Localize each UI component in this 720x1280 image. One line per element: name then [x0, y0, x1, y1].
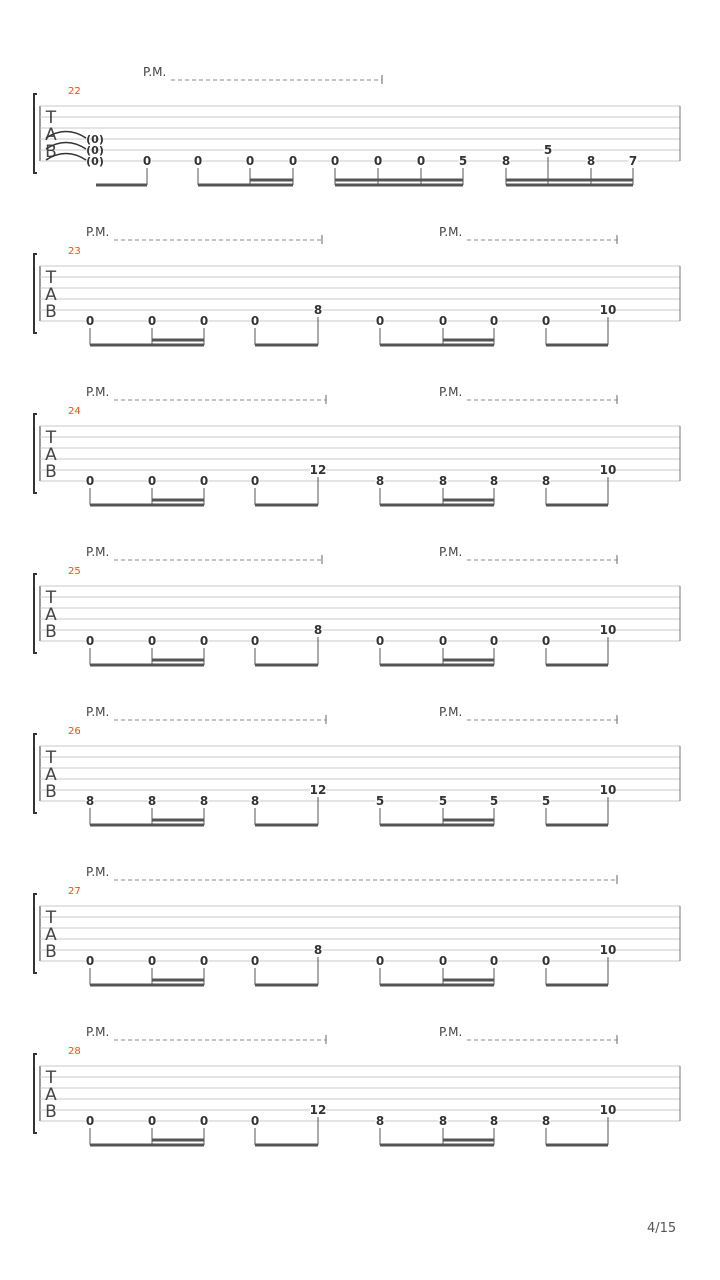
measure-number: 25: [68, 566, 81, 577]
fret-number: 8: [313, 623, 323, 637]
palm-mute-label: P.M.: [143, 65, 167, 79]
fret-number: 0: [375, 314, 385, 328]
palm-mute-label: P.M.: [86, 705, 110, 719]
page-number: 4/15: [647, 1221, 677, 1236]
tab-clef-letter: T: [45, 428, 57, 448]
palm-mute-label: P.M.: [439, 385, 463, 399]
tab-clef-letter: T: [45, 748, 57, 768]
palm-mute-label: P.M.: [86, 545, 110, 559]
measure-number: 24: [68, 406, 81, 417]
fret-number: 0: [489, 954, 499, 968]
fret-number: 8: [438, 1114, 448, 1128]
fret-number: 12: [309, 463, 327, 477]
tab-clef-letter: B: [45, 142, 57, 162]
tab-clef-letter: T: [45, 108, 57, 128]
fret-number: 0: [288, 154, 298, 168]
tied-fret-number: (0): [86, 144, 104, 157]
fret-number: 8: [199, 794, 209, 808]
fret-number: 8: [313, 303, 323, 317]
fret-number: 0: [147, 954, 157, 968]
tab-clef-letter: B: [45, 1102, 57, 1122]
fret-number: 5: [489, 794, 499, 808]
fret-number: 0: [199, 474, 209, 488]
fret-number: 10: [599, 1103, 617, 1117]
system-bracket: [34, 574, 37, 653]
fret-number: 0: [85, 954, 95, 968]
fret-number: 10: [599, 623, 617, 637]
tab-clef-letter: B: [45, 942, 57, 962]
fret-number: 8: [375, 1114, 385, 1128]
fret-number: 0: [438, 954, 448, 968]
tab-clef-letter: T: [45, 1068, 57, 1088]
palm-mute-label: P.M.: [439, 705, 463, 719]
fret-number: 8: [250, 794, 260, 808]
palm-mute-label: P.M.: [86, 1025, 110, 1039]
fret-number: 8: [489, 1114, 499, 1128]
tab-clef-letter: A: [45, 125, 57, 145]
fret-number: 8: [501, 154, 511, 168]
fret-number: 5: [541, 794, 551, 808]
fret-number: 0: [199, 314, 209, 328]
fret-number: 8: [438, 474, 448, 488]
tab-clef-letter: B: [45, 782, 57, 802]
tab-clef-letter: A: [45, 285, 57, 305]
fret-number: 10: [599, 463, 617, 477]
measure-number: 26: [68, 726, 81, 737]
fret-number: 5: [438, 794, 448, 808]
measure-number: 22: [68, 86, 81, 97]
fret-number: 0: [250, 954, 260, 968]
fret-number: 0: [250, 1114, 260, 1128]
measure-number: 23: [68, 246, 81, 257]
system-bracket: [34, 894, 37, 973]
fret-number: 0: [147, 634, 157, 648]
tab-clef-letter: A: [45, 765, 57, 785]
fret-number: 0: [147, 474, 157, 488]
fret-number: 12: [309, 783, 327, 797]
fret-number: 7: [628, 154, 638, 168]
tab-clef-letter: T: [45, 588, 57, 608]
fret-number: 0: [147, 1114, 157, 1128]
tab-clef-letter: B: [45, 302, 57, 322]
palm-mute-label: P.M.: [86, 225, 110, 239]
fret-number: 0: [199, 954, 209, 968]
tab-clef-letter: A: [45, 445, 57, 465]
fret-number: 0: [85, 314, 95, 328]
fret-number: 10: [599, 303, 617, 317]
fret-number: 0: [250, 314, 260, 328]
fret-number: 0: [438, 634, 448, 648]
fret-number: 8: [541, 1114, 551, 1128]
fret-number: 8: [147, 794, 157, 808]
fret-number: 0: [489, 634, 499, 648]
fret-number: 0: [199, 634, 209, 648]
fret-number: 12: [309, 1103, 327, 1117]
fret-number: 0: [373, 154, 383, 168]
system-bracket: [34, 414, 37, 493]
fret-number: 8: [489, 474, 499, 488]
fret-number: 5: [458, 154, 468, 168]
fret-number: 10: [599, 783, 617, 797]
tied-fret-number: (0): [86, 155, 104, 168]
fret-number: 0: [250, 474, 260, 488]
fret-number: 0: [375, 634, 385, 648]
tab-clef-letter: A: [45, 925, 57, 945]
system-bracket: [34, 94, 37, 173]
fret-number: 0: [330, 154, 340, 168]
fret-number: 0: [489, 314, 499, 328]
fret-number: 8: [541, 474, 551, 488]
palm-mute-label: P.M.: [439, 545, 463, 559]
system-bracket: [34, 1054, 37, 1133]
fret-number: 0: [193, 154, 203, 168]
measure-number: 27: [68, 886, 81, 897]
fret-number: 0: [199, 1114, 209, 1128]
fret-number: 0: [245, 154, 255, 168]
fret-number: 0: [416, 154, 426, 168]
fret-number: 0: [85, 634, 95, 648]
fret-number: 0: [85, 1114, 95, 1128]
tab-clef-letter: B: [45, 462, 57, 482]
tied-fret-number: (0): [86, 133, 104, 146]
fret-number: 0: [147, 314, 157, 328]
fret-number: 10: [599, 943, 617, 957]
palm-mute-label: P.M.: [86, 865, 110, 879]
tab-clef-letter: T: [45, 268, 57, 288]
fret-number: 0: [142, 154, 152, 168]
tab-clef-letter: B: [45, 622, 57, 642]
fret-number: 0: [438, 314, 448, 328]
fret-number: 0: [250, 634, 260, 648]
fret-number: 0: [375, 954, 385, 968]
fret-number: 8: [586, 154, 596, 168]
fret-number: 0: [541, 954, 551, 968]
palm-mute-label: P.M.: [439, 1025, 463, 1039]
fret-number: 8: [313, 943, 323, 957]
palm-mute-label: P.M.: [439, 225, 463, 239]
palm-mute-label: P.M.: [86, 385, 110, 399]
tab-clef-letter: T: [45, 908, 57, 928]
fret-number: 8: [85, 794, 95, 808]
fret-number: 5: [375, 794, 385, 808]
fret-number: 0: [85, 474, 95, 488]
fret-number: 0: [541, 634, 551, 648]
tab-clef-letter: A: [45, 1085, 57, 1105]
tab-clef-letter: A: [45, 605, 57, 625]
system-bracket: [34, 254, 37, 333]
fret-number: 8: [375, 474, 385, 488]
fret-number: 0: [541, 314, 551, 328]
measure-number: 28: [68, 1046, 81, 1057]
system-bracket: [34, 734, 37, 813]
fret-number: 5: [543, 143, 553, 157]
